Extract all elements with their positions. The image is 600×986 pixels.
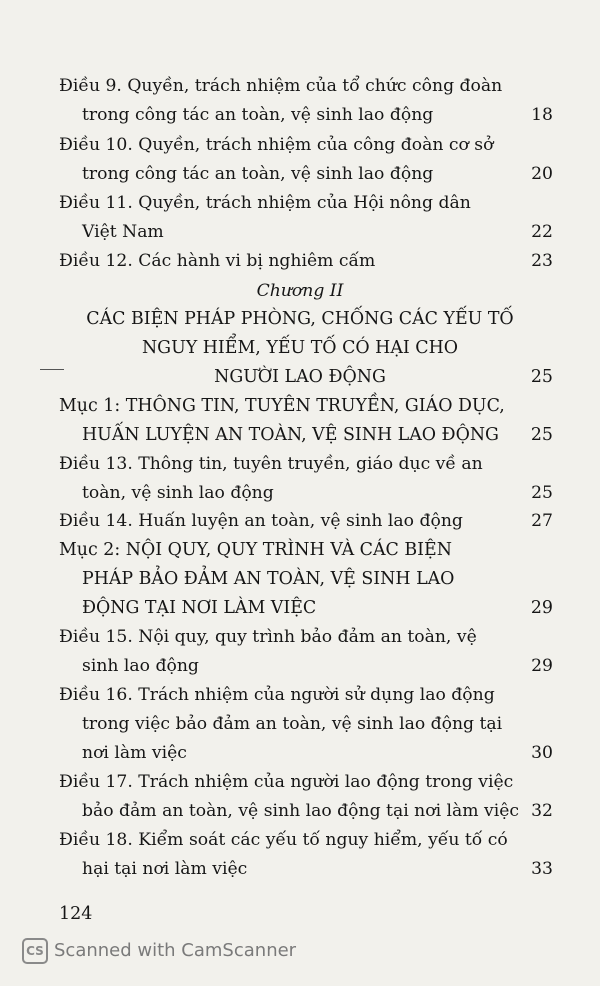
toc-entry-line bbox=[0, 100, 600, 130]
toc-entry-line bbox=[0, 71, 600, 101]
chapter-label-line bbox=[0, 276, 600, 306]
toc-section-line bbox=[0, 535, 600, 565]
toc-entry-line bbox=[0, 188, 600, 218]
toc-section-text: ĐỘNG TẠI NƠI LÀM VIỆC bbox=[82, 598, 317, 618]
chapter-title-line bbox=[0, 362, 600, 392]
chapter-label: Chương II bbox=[256, 281, 344, 301]
toc-page-number: 33 bbox=[531, 859, 553, 879]
toc-entry-line bbox=[0, 130, 600, 160]
toc-section-line bbox=[0, 420, 600, 450]
toc-page-number: 29 bbox=[530, 598, 553, 618]
toc-page-number: 32 bbox=[531, 801, 553, 821]
toc-section-text: HUẤN LUYỆN AN TOÀN, VỆ SINH LAO ĐỘNG bbox=[82, 425, 499, 445]
toc-section-text: Mục 1: THÔNG TIN, TUYÊN TRUYỀN, GIÁO DỤC, bbox=[59, 396, 505, 416]
chapter-title: NGUY HIỂM, YẾU TỐ CÓ HẠI CHO bbox=[141, 338, 459, 358]
toc-entry-line bbox=[0, 825, 600, 855]
toc-entry-text: Điều 13. Thông tin, tuyên truyền, giáo dục về an bbox=[59, 454, 483, 474]
chapter-title: CÁC BIỆN PHÁP PHÒNG, CHỐNG CÁC YẾU TỐ bbox=[86, 309, 514, 329]
toc-entry-line bbox=[0, 159, 600, 189]
chapter-title-line bbox=[0, 304, 600, 334]
toc-page-number: 30 bbox=[531, 743, 553, 763]
toc-entry-text: trong công tác an toàn, vệ sinh lao động bbox=[82, 164, 434, 184]
toc-section-text: PHÁP BẢO ĐẢM AN TOÀN, VỆ SINH LAO bbox=[82, 569, 455, 589]
toc-entry-text: trong công tác an toàn, vệ sinh lao động bbox=[82, 105, 434, 125]
scanner-watermark bbox=[22, 937, 296, 965]
page-number: 124 bbox=[59, 904, 93, 924]
toc-page-number: 27 bbox=[531, 511, 553, 531]
toc-entry-text: Điều 17. Trách nhiệm của người lao động trong việc bbox=[59, 772, 514, 792]
toc-entry-line bbox=[0, 767, 600, 797]
toc-entry-line bbox=[0, 854, 600, 884]
toc-entry-line bbox=[0, 246, 600, 276]
toc-page-number: 23 bbox=[531, 251, 553, 271]
toc-entry-text: Điều 11. Quyền, trách nhiệm của Hội nông dân bbox=[59, 193, 471, 213]
toc-entry-line bbox=[0, 506, 600, 536]
toc-entry-text: toàn, vệ sinh lao động bbox=[82, 483, 274, 503]
toc-entry-text: bảo đảm an toàn, vệ sinh lao động tại nơi làm việc bbox=[82, 801, 520, 821]
toc-entry-text: nơi làm việc bbox=[82, 743, 187, 763]
camscanner-icon: CS bbox=[22, 938, 48, 964]
toc-section-line bbox=[0, 593, 600, 623]
toc-entry-line bbox=[0, 478, 600, 508]
toc-entry-text: Điều 16. Trách nhiệm của người sử dụng lao động bbox=[59, 685, 495, 705]
toc-entry-text: Điều 14. Huấn luyện an toàn, vệ sinh lao động bbox=[59, 511, 463, 531]
toc-page-number: 25 bbox=[531, 483, 553, 503]
toc-page-number: 22 bbox=[531, 222, 553, 242]
toc-entry-text: Điều 18. Kiểm soát các yếu tố nguy hiểm, yếu tố có bbox=[59, 830, 508, 850]
toc-page-number: 25 bbox=[530, 367, 553, 387]
toc-page-number: 25 bbox=[530, 425, 553, 445]
toc-page-number: 20 bbox=[531, 164, 553, 184]
toc-entry-text: Việt Nam bbox=[82, 222, 164, 242]
chapter-title-line bbox=[0, 333, 600, 363]
toc-entry-text: trong việc bảo đảm an toàn, vệ sinh lao động tại bbox=[82, 714, 503, 734]
chapter-title: NGƯỜI LAO ĐỘNG bbox=[214, 367, 386, 387]
toc-entry-line bbox=[0, 796, 600, 826]
watermark-text: Scanned with CamScanner bbox=[54, 940, 297, 961]
toc-entry-line bbox=[0, 738, 600, 768]
toc-entry-text: Điều 9. Quyền, trách nhiệm của tổ chức công đoàn bbox=[59, 76, 503, 96]
toc-entry-text: hại tại nơi làm việc bbox=[82, 859, 248, 879]
toc-entry-line bbox=[0, 449, 600, 479]
toc-entry-line bbox=[0, 651, 600, 681]
toc-entry-text: sinh lao động bbox=[82, 656, 199, 676]
toc-page-number: 29 bbox=[531, 656, 553, 676]
toc-entry-text: Điều 12. Các hành vi bị nghiêm cấm bbox=[59, 251, 376, 271]
toc-entry-line bbox=[0, 680, 600, 710]
toc-section-line bbox=[0, 391, 600, 421]
toc-entry-line bbox=[0, 622, 600, 652]
toc-entry-text: Điều 10. Quyền, trách nhiệm của công đoàn cơ sở bbox=[59, 135, 494, 155]
toc-section-text: Mục 2: NỘI QUY, QUY TRÌNH VÀ CÁC BIỆN bbox=[59, 540, 452, 560]
toc-page-number: 18 bbox=[531, 105, 553, 125]
toc-entry-text: Điều 15. Nội quy, quy trình bảo đảm an toàn, vệ bbox=[59, 627, 477, 647]
toc-section-line bbox=[0, 564, 600, 594]
toc-entry-line bbox=[0, 709, 600, 739]
toc-entry-line bbox=[0, 217, 600, 247]
